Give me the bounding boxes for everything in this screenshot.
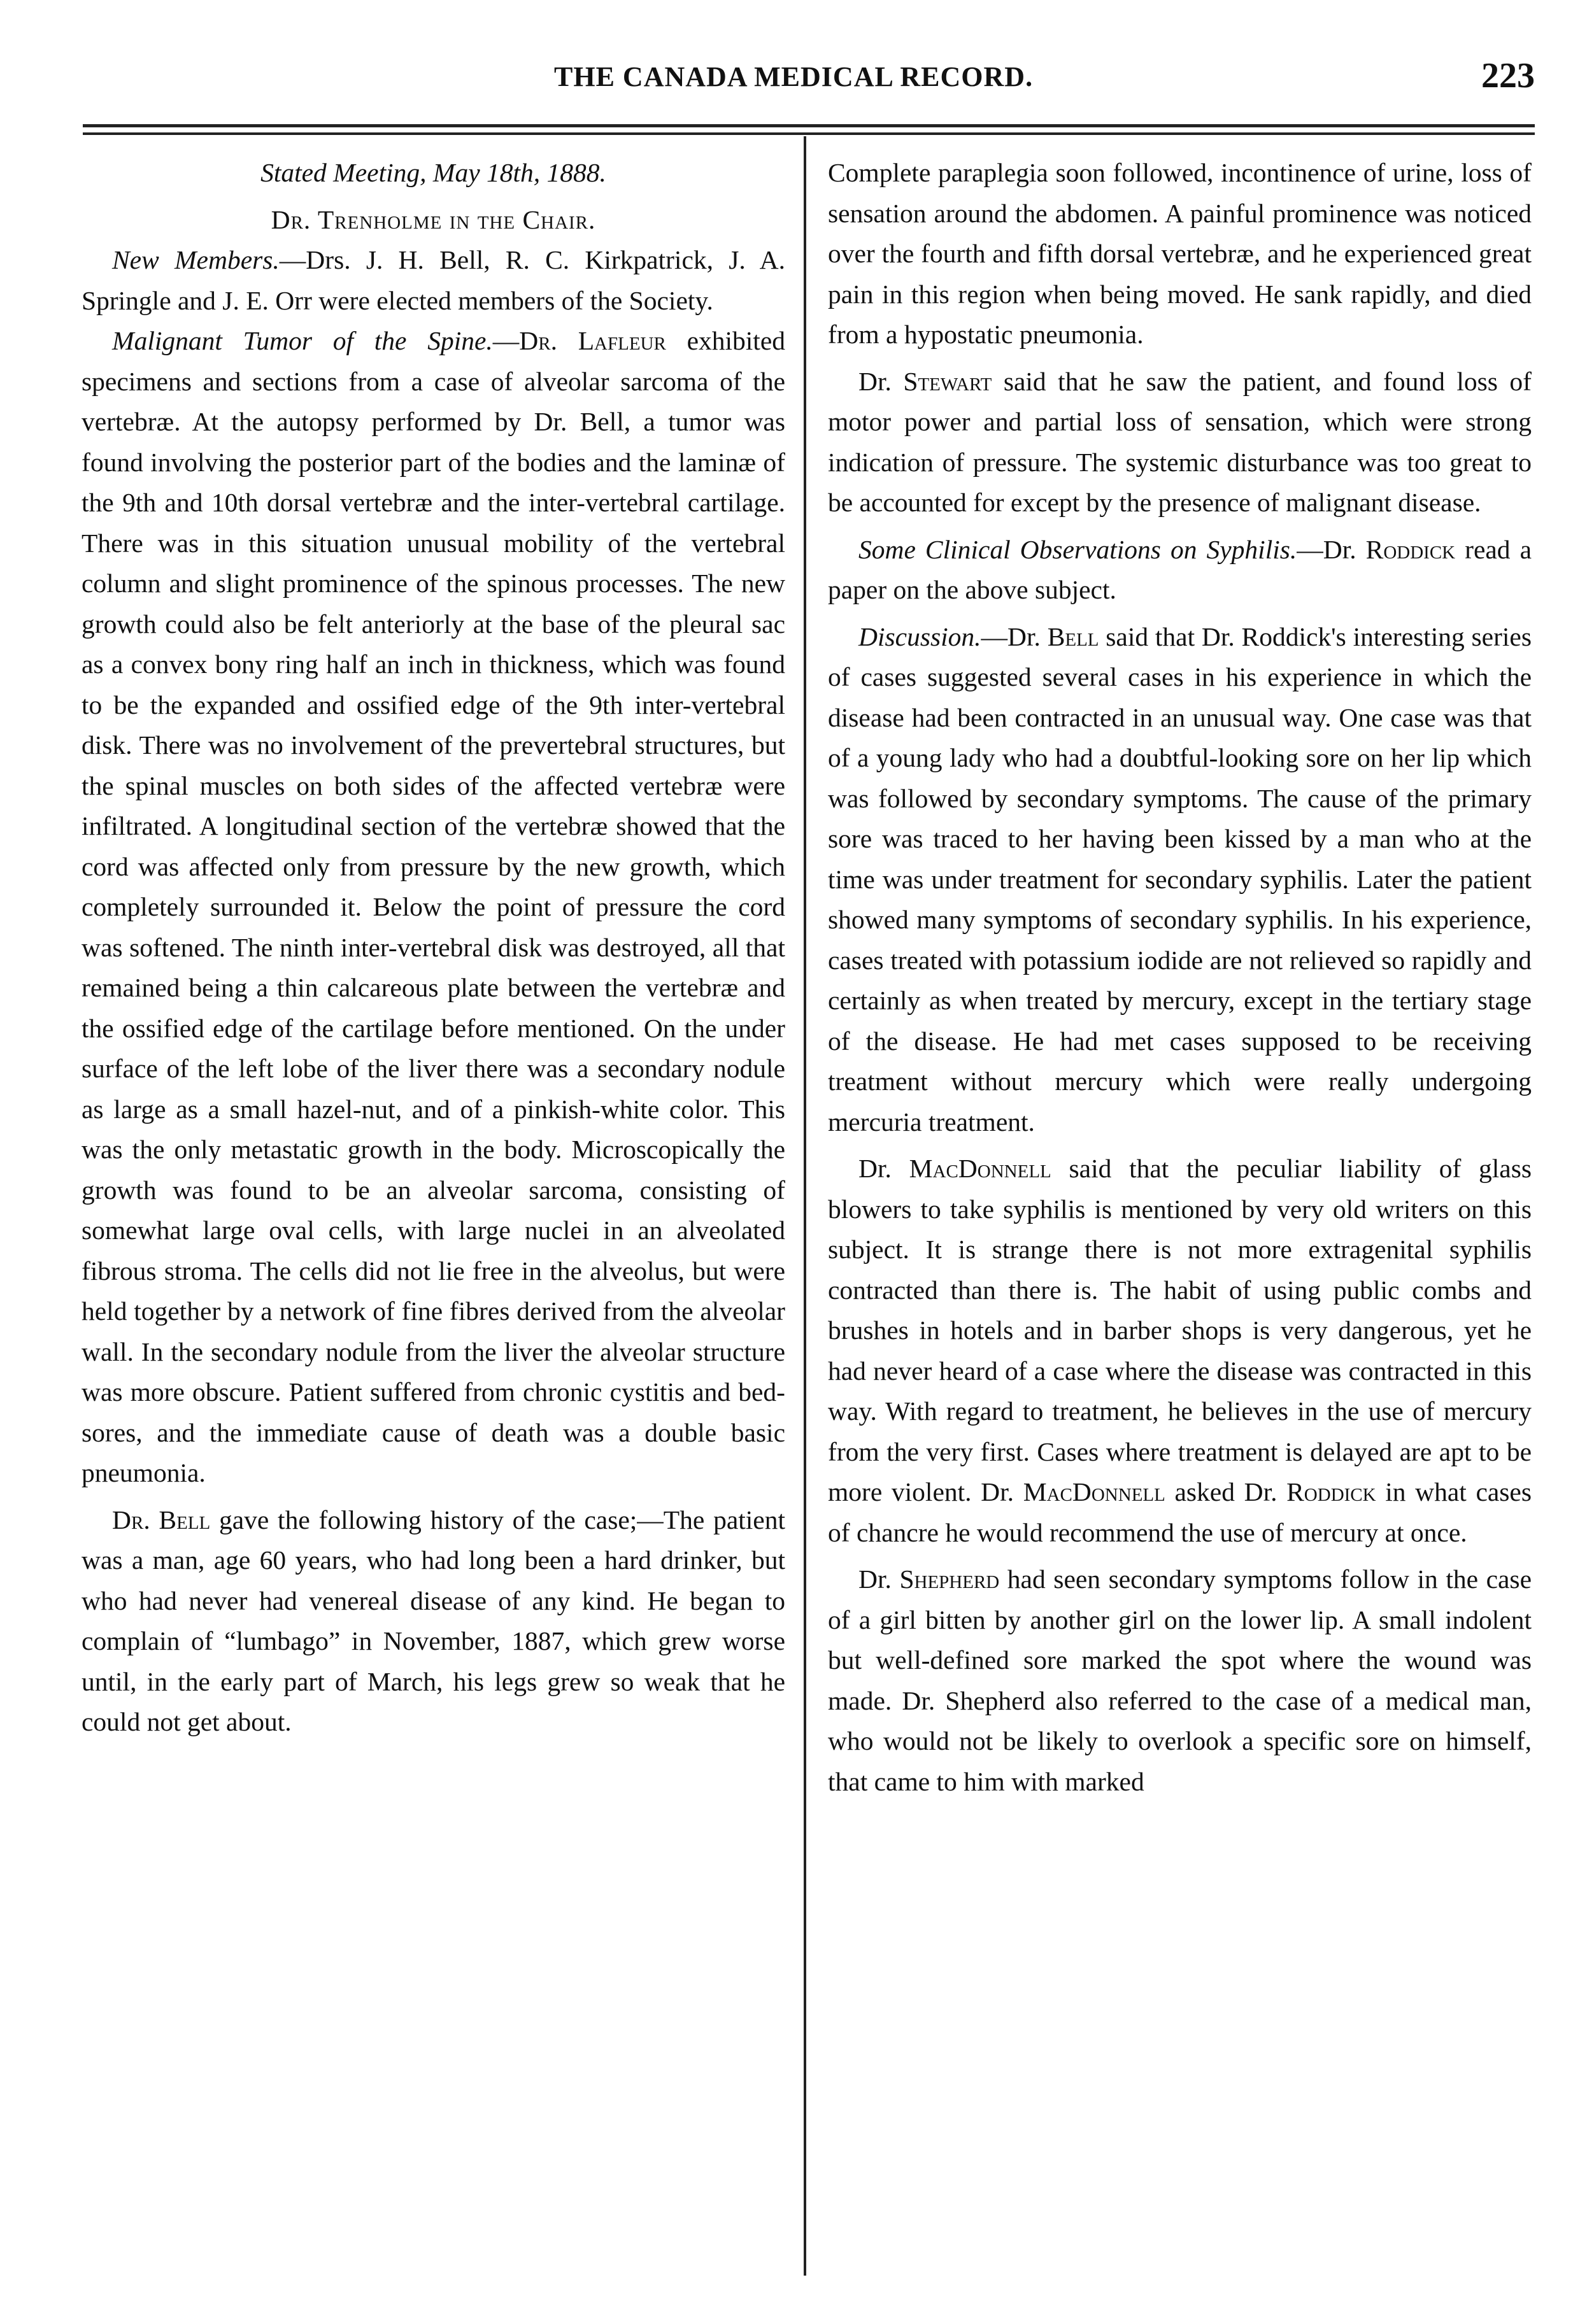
running-title: THE CANADA MEDICAL RECORD. [554,61,1034,92]
paragraph-discussion [828,617,1532,1143]
paragraph-macdonnell [828,1149,1532,1553]
section-heading: Malignant Tumor of the Spine. [112,326,493,355]
paragraph-shepherd [828,1559,1532,1802]
speaker-name: MacDonnell [909,1154,1051,1183]
prefix: —Dr. [981,621,1048,651]
speaker-name: Stewart [903,366,992,396]
left-column [82,153,785,1743]
prefix: Dr. [858,1154,909,1183]
paragraph-syphilis [828,530,1532,611]
paragraph-continuation: Complete paraplegia soon followed, incontinence of urine, loss of sensation around the abdomen. A painful prominence was noticed over the fourth and fifth dorsal vertebræ, and he experienced great pain in this region when being moved. He sank rapidly, and died from a hypostatic pneumonia. [828,158,1532,349]
paragraph-text: said that Dr. Roddick's interesting series of cases suggested several cases in his experience in which the disease had been contracted in an unusual way. One case was that of a young lady who had a doubtful-looking sore on her lip which was followed by secondary symptoms. The cause of the primary sore was traced to her having been kissed by a man who at the time was under treatment for secondary syphilis. Later the patient showed many symptoms of secondary syphilis. In his experience, cases treated with potassium iodide are not relieved so rapidly and certainly as when treated by mercury, except in the tertiary stage of the disease. He had met cases supposed to be receiving treatment without mercury which were really undergoing mercuria treatment. [828,621,1532,1137]
speaker-name: Bell [1047,621,1099,651]
paragraph-new-members [82,240,785,321]
paragraph-text: in what cases of chancre he would recommend the use of mercury at once. [828,1477,1532,1547]
paragraph-bell-history [82,1500,785,1743]
speaker-name: Roddick [1286,1477,1376,1506]
paragraph-text: had seen secondary symptoms follow in the case of a girl bitten by another girl on the lower lip. A small indolent but well-defined sore marked the spot where the wound was made. Dr. Shepherd also referred to the case of a medical man, who would not be likely to overlook a specific sore on himself, that came to him with marked [828,1564,1532,1796]
speaker-name: Shepherd [899,1564,1000,1594]
prefix: —Dr. [1297,534,1366,564]
prefix: Dr. [858,1564,900,1594]
meeting-title: Stated Meeting, May 18th, 1888. [260,158,606,187]
speaker-name: —Dr. Lafleur [492,326,666,355]
speaker-name: Dr. Bell [112,1505,211,1534]
paragraph-text: read a paper on the above subject. [828,534,1532,604]
paragraph-text: asked Dr. [1165,1477,1287,1506]
section-heading: Some Clinical Observations on Syphilis. [858,534,1297,564]
paragraph-tumor [82,321,785,1494]
speaker-name: Roddick [1365,534,1456,564]
paragraph-text: gave the following history of the case;—The patient was a man, age 60 years, who had long been a hard drinker, but who had never had venereal disease of any kind. He began to complain of “lumbago” in November, 1887, which grew worse until, in the early part of March, his legs grew so weak that he could not get about. [82,1505,785,1736]
paragraph-text: exhibited specimens and sections from a case of alveolar sarcoma of the vertebræ. At the autopsy performed by Dr. Bell, a tumor was found involving the posterior part of the bodies and the laminæ of the 9th and 10th dorsal vertebræ and the inter-vertebral cartilage. There was in this situation unusual mobility of the vertebral column and slight prominence of the spinous processes. The new growth could also be felt anteriorly at the base of the pleural sac as a convex bony ring half an inch in thickness, which was found to be the expanded and ossified edge of the 9th inter-vertebral disk. There was no involvement of the prevertebral structures, but the spinal muscles on both sides of the affected vertebræ were infiltrated. A longitudinal section of the vertebræ showed that the cord was affected only from pressure by the new growth, which completely surrounded it. Below the point of pressure the cord was softened. The ninth inter-vertebral disk was destroyed, all that remained being a thin calcareous plate between the vertebræ and the ossified edge of the cartilage before mentioned. On the under surface of the left lobe of the liver there was a secondary nodule as large as a small hazel-nut, and of a pinkish-white color. This was the only metastatic growth in the body. Microscopically the growth was found to be an alveolar sarcoma, consisting of somewhat large oval cells, with large nuclei in an alveolated fibrous stroma. The cells did not lie free in the alveolus, but were held together by a network of fine fibres derived from the alveolar wall. In the secondary nodule from the liver the alveolar structure was more obscure. Patient suffered from chronic cystitis and bed-sores, and the immediate cause of death was a double basic pneumonia. [82,326,785,1487]
right-column [828,153,1532,1802]
paragraph-text: —Drs. J. H. Bell, R. C. Kirkpatrick, J. A. Springle and J. E. Orr were elected members of the Society. [82,245,785,315]
paragraph-text: said that the peculiar liability of glass blowers to take syphilis is mentioned by very old writers on this subject. It is strange there is not more extragenital syphilis contracted than there is. The habit of using public combs and brushes in hotels and in barber shops is very dangerous, yet he had never heard of a case where the disease was contracted in this way. With regard to treatment, he believes in the use of mercury from the very first. Cases where treatment is delayed are apt to be more violent. Dr. [828,1154,1532,1506]
prefix: Dr. [858,366,904,396]
column-divider [804,136,806,2276]
header-rule-double [83,132,1535,135]
page-number: 223 [1481,56,1535,96]
paragraph-stewart [828,362,1532,523]
section-heading: Discussion. [858,621,981,651]
chair-line: Dr. Trenholme in the Chair. [271,204,596,234]
paragraph-text: said that he saw the patient, and found loss of motor power and partial loss of sensation, which were strong indication of pressure. The systemic disturbance was too great to be accounted for except by the presence of malignant disease. [828,366,1532,517]
page-header [51,56,1535,111]
speaker-name: MacDonnell [1023,1477,1165,1506]
section-heading: New Members. [112,245,280,274]
header-rule [83,124,1535,127]
